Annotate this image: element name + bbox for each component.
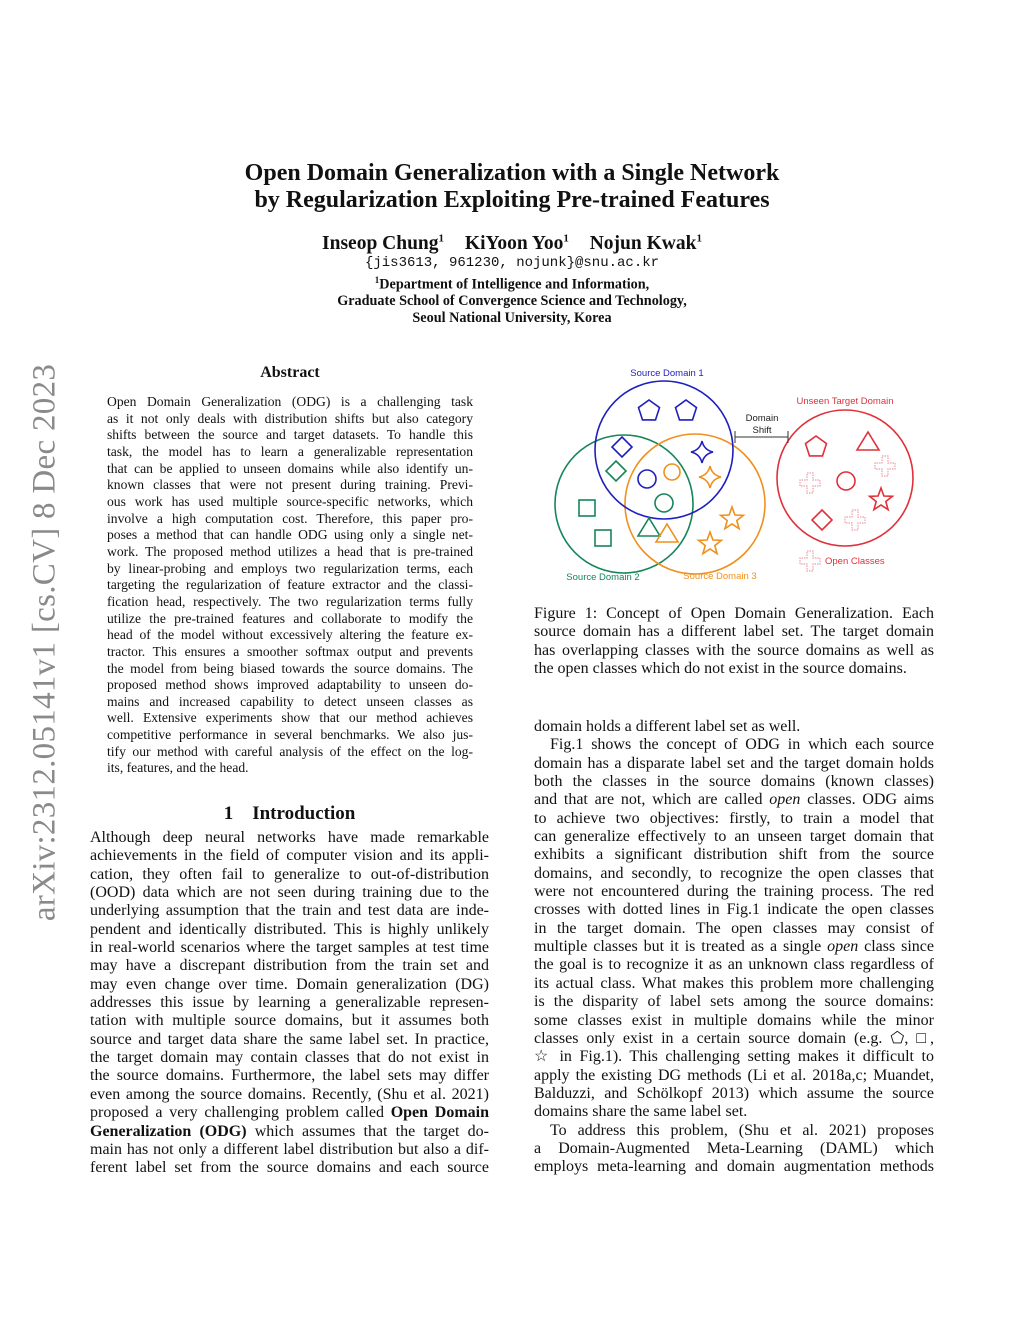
open-class-cross-icon [800, 551, 820, 571]
text-line [90, 884, 489, 902]
text-run: tation with multiple source domains, but it assumes both [90, 1012, 489, 1030]
text-line [534, 846, 934, 864]
text-line [534, 993, 934, 1011]
text-line [107, 594, 473, 611]
text-line [534, 1012, 934, 1030]
text-line [107, 611, 473, 628]
domain-shift-label: Domain [745, 413, 779, 424]
text-run: may even change over time. Domain generalization (DG) [90, 975, 489, 993]
text-run: domain has a disparate label set and the target domain holds [534, 754, 934, 772]
circle-icon [837, 472, 855, 490]
text-line [534, 810, 934, 828]
abstract-body [107, 394, 473, 777]
affiliation-line [0, 272, 1024, 293]
text-run: by linear-probing and employs two regularization terms, each [107, 560, 473, 576]
open-classes-label: Open Classes [825, 556, 885, 567]
pentagon-icon [806, 436, 827, 456]
text-line [107, 644, 473, 661]
text-run: Figure 1: Concept of Open Domain Generalization. Each [534, 605, 934, 622]
text-line [107, 760, 473, 777]
text-line [107, 411, 473, 428]
text-line [534, 718, 934, 736]
domain-shift-label: Shift [752, 425, 772, 436]
text-run: ous work has used multiple source-specific networks, which [107, 493, 473, 509]
text-line [90, 1031, 489, 1049]
text-run: classes. ODG aims [800, 791, 935, 809]
open-class-cross-icon [875, 456, 895, 476]
text-line [534, 865, 934, 883]
text-line [107, 661, 473, 678]
open-class-cross-icon [800, 473, 820, 493]
text-line [90, 1159, 489, 1177]
triangle-icon [638, 518, 660, 536]
text-line [107, 577, 473, 594]
text-line [107, 511, 473, 528]
text-run: utilize the pre-trained features and collaborate to modify the [107, 610, 473, 626]
text-run: apply the existing DG methods (Li et al. 2018a,c; Muandet, [534, 1066, 934, 1084]
star-icon [721, 507, 744, 529]
text-run: well. Extensive experiments show that our method achieves [107, 710, 473, 726]
text-run: a Domain-Augmented Meta-Learning (DAML) which [534, 1139, 934, 1157]
text-line [90, 1104, 489, 1122]
text-run: is the disparity of label sets among the source domains: [534, 993, 934, 1011]
text-run: shifts between the source and target datasets. To handle this [107, 427, 473, 443]
square-icon [595, 530, 611, 546]
source-domain-2-label: Source Domain 2 [566, 572, 640, 583]
triangle-icon [656, 524, 678, 542]
text-run: its, features, and the head. [107, 760, 249, 776]
text-line [90, 976, 489, 994]
text-line [534, 791, 934, 809]
text-run: multiple classes but it is treated as a single [534, 938, 828, 956]
text-line [90, 1123, 489, 1141]
affiliation-mark: 1 [696, 232, 702, 244]
text-run: Although deep neural networks have made remarkable [90, 829, 489, 846]
text-line [534, 975, 934, 993]
text-line [534, 1085, 934, 1103]
text-line [90, 1012, 489, 1030]
text-line [107, 427, 473, 444]
text-line [534, 828, 934, 846]
italic-text: open [769, 791, 801, 809]
text-run: in the target domain. The open classes may consist of [534, 919, 934, 937]
text-line [107, 444, 473, 461]
text-run: both the classes in the source domains (known classes) [534, 773, 934, 791]
text-run: domains, and secondly, to recognize the open classes that [534, 864, 934, 882]
text-run: known classes that were not present during training. Previ- [107, 477, 473, 493]
triangle-icon [857, 432, 879, 450]
text-run: source domain has a different label set. The target domain [534, 623, 934, 641]
text-line [534, 1122, 934, 1140]
text-line [90, 1086, 489, 1104]
text-line [534, 623, 934, 641]
source-domain-3-circle [625, 434, 765, 574]
abstract-heading: Abstract [260, 364, 320, 381]
square-icon [579, 500, 595, 516]
text-line [90, 957, 489, 975]
text-run: involve a high computation cost. Therefore, this paper pro- [107, 510, 473, 526]
text-run: were not encountered during the training process. The red [534, 883, 934, 901]
circle-icon [664, 464, 680, 480]
text-line [90, 902, 489, 920]
text-run: class since [858, 938, 934, 956]
text-line [107, 561, 473, 578]
text-line [534, 1140, 934, 1158]
introduction-body [90, 829, 489, 1178]
text-run: poses a method that can handle ODG using only a single net- [107, 527, 473, 543]
text-line [90, 939, 489, 957]
text-run: main has not only a different label distribution but also a dif- [90, 1140, 489, 1158]
pentagon-icon [639, 400, 660, 420]
text-run: Fig.1 shows the concept of ODG in which each source [550, 736, 934, 754]
bold-text: Generalization (ODG) [90, 1122, 247, 1140]
text-run: head of the model without excessively altering the feature ex- [107, 627, 473, 643]
text-run: proposed a very challenging problem called [90, 1104, 391, 1122]
text-line [107, 744, 473, 761]
text-run: crosses with dotted lines in Fig.1 indicate the open classes [534, 901, 934, 919]
text-line [90, 847, 489, 865]
bold-text: Open Domain [390, 1104, 489, 1122]
text-line [534, 660, 934, 678]
title-line: Open Domain Generalization with a Single Network [244, 160, 780, 186]
author-name: KiYoon Yoo [464, 232, 564, 254]
text-run: underlying assumption that the train and test data are inde- [90, 902, 489, 920]
text-run: domains share the same label set. [534, 1103, 748, 1121]
text-run: work. The proposed method utilizes a head that is pre-trained [107, 543, 473, 559]
text-run: classes only exist in a certain source domain (e.g. ⬠, □, [534, 1029, 934, 1047]
text-line [107, 477, 473, 494]
text-line [534, 736, 934, 754]
diamond-icon [606, 461, 626, 481]
author [322, 233, 444, 254]
introduction-heading: 1 Introduction [223, 803, 356, 824]
text-run: even among the source domains. Recently, (Shu et al. 2021) [90, 1085, 489, 1103]
source-domain-3-label: Source Domain 3 [683, 571, 757, 582]
text-run: task, the model has to learn a generalizable representation [107, 443, 473, 459]
text-line [534, 1030, 934, 1048]
title-line: by Regularization Exploiting Pre-trained Features [254, 186, 770, 213]
text-line [90, 1049, 489, 1067]
target-domain-circle [777, 410, 913, 546]
text-line [107, 627, 473, 644]
text-line [90, 1067, 489, 1085]
text-line [534, 1158, 934, 1176]
text-run: employs meta-learning and domain augmentation methods [534, 1158, 934, 1176]
text-run: its actual class. What makes this problem more challenging [534, 974, 934, 992]
text-line [534, 755, 934, 773]
text-line [107, 694, 473, 711]
arxiv-identifier: arXiv:2312.05141v1 [cs.CV] 8 Dec 2023 [26, 363, 63, 922]
text-run: achievements in the field of computer vision and its appli- [90, 847, 489, 865]
text-line [107, 727, 473, 744]
diamond-icon [812, 510, 832, 530]
text-line [534, 773, 934, 791]
text-run: source and target data share the same label set. In practice, [90, 1030, 489, 1048]
open-class-cross-icon [845, 510, 865, 530]
text-line [534, 1103, 934, 1121]
text-run: can generalize effectively to an unseen target domain that [534, 828, 934, 846]
star-icon [699, 532, 722, 554]
text-run: tractor. This ensures a smoother softmax output and prevents [107, 643, 473, 659]
text-line [90, 994, 489, 1012]
text-line [534, 901, 934, 919]
text-run: that can be applied to unseen domains while also identify un- [107, 460, 473, 476]
text-run: addresses this issue by learning a generalizable represen- [90, 994, 489, 1012]
text-line [534, 642, 934, 660]
text-run: pendent and identically distributed. This is highly unlikely [90, 920, 489, 938]
text-line [534, 605, 934, 623]
author-name: Nojun Kwak [589, 232, 697, 254]
text-run: tify our method with careful analysis of the effect on the log- [107, 743, 473, 759]
text-run: which assumes that the target do- [246, 1122, 489, 1140]
text-line [107, 461, 473, 478]
text-run: the source domains. Furthermore, the label sets may differ [90, 1067, 489, 1085]
text-line [90, 829, 489, 847]
affiliation [0, 272, 1024, 327]
figure-caption [534, 605, 934, 678]
text-run: the goal is to recognize it as an unknown class regardless of [534, 956, 934, 974]
author-emails: {jis3613, 961230, nojunk}@snu.ac.kr [364, 255, 660, 271]
text-line [107, 527, 473, 544]
text-line [107, 544, 473, 561]
text-line [534, 1048, 934, 1066]
text-run: Balduzzi, and Schölkopf 2013) which assume the source [534, 1084, 934, 1102]
text-run: fication head, respectively. The two regularization terms fully [107, 593, 473, 609]
text-line [90, 921, 489, 939]
text-run: (OOD) data which are not seen during training due to the [90, 884, 489, 902]
affiliation-text: Department of Intelligence and Information, [379, 276, 650, 293]
text-line [534, 956, 934, 974]
star-icon [870, 488, 893, 510]
text-run: the open classes which do not exist in the source domains. [534, 660, 907, 678]
text-line [534, 1067, 934, 1085]
four-point-star-icon [699, 466, 721, 488]
text-run: proposed method shows improved adaptability to unseen do- [107, 677, 473, 693]
text-run: has overlapping classes with the source domains as well as [534, 641, 934, 659]
text-run: ☆ in Fig.1). This challenging setting makes it difficult to [534, 1048, 934, 1066]
text-run: to achieve two objectives: firstly, to train a model that [534, 809, 934, 827]
text-line [107, 394, 473, 411]
circle-icon [638, 470, 656, 488]
target-domain-label: Unseen Target Domain [796, 396, 894, 407]
paper-title [0, 160, 1024, 213]
author-list [0, 232, 1024, 255]
author [465, 233, 569, 254]
text-run: exhibits a significant distribution shift from the source [534, 846, 934, 864]
diamond-icon [612, 437, 632, 457]
text-line [534, 920, 934, 938]
text-run: Open Domain Generalization (ODG) is a challenging task [107, 394, 473, 409]
text-run: may have a discrepant distribution from the train set and [90, 957, 489, 975]
text-line [90, 1141, 489, 1159]
text-line [107, 494, 473, 511]
text-line [534, 883, 934, 901]
text-line [107, 710, 473, 727]
text-run: the target domain may contain classes that do not exist in [90, 1049, 489, 1067]
text-run: competitive performance in several benchmarks. We also jus- [107, 727, 473, 743]
text-line [107, 677, 473, 694]
text-line [534, 938, 934, 956]
text-run: mains and increased capability to detect unseen classes as [107, 693, 473, 709]
affiliation-mark: 1 [374, 275, 380, 285]
text-run: and that are not, which are called [534, 791, 770, 809]
text-run: ferent label set from the source domains and each source [90, 1159, 489, 1177]
text-run: cation, they often fail to generalize to out-of-distribution [90, 865, 489, 883]
text-run: as it not only deals with distribution shifts but also category [107, 410, 473, 426]
text-run: To address this problem, (Shu et al. 2021) proposes [550, 1121, 934, 1139]
text-run: domain holds a different label set as well. [534, 718, 801, 735]
affiliation-mark: 1 [563, 232, 569, 244]
affiliation-mark: 1 [438, 232, 445, 244]
text-line [90, 866, 489, 884]
italic-text: open [827, 938, 859, 956]
author [590, 233, 702, 254]
circle-icon [655, 494, 673, 512]
source-domain-1-label: Source Domain 1 [630, 368, 704, 379]
four-point-star-icon [691, 441, 713, 463]
text-run: targeting the regularization of feature extractor and the classi- [107, 577, 473, 593]
text-run: in real-world scenarios where the target samples at test time [90, 939, 489, 957]
right-column-body [534, 718, 934, 1177]
author-name: Inseop Chung [322, 232, 439, 254]
pentagon-icon [676, 400, 697, 420]
text-run: some classes exist in multiple domains while the minor [534, 1011, 934, 1029]
affiliation-line: Seoul National University, Korea [412, 309, 612, 326]
text-run: the model from being biased towards the source domains. The [107, 660, 473, 676]
affiliation-line: Graduate School of Convergence Science and Technology, [337, 293, 687, 310]
figure-1-diagram [545, 360, 925, 590]
